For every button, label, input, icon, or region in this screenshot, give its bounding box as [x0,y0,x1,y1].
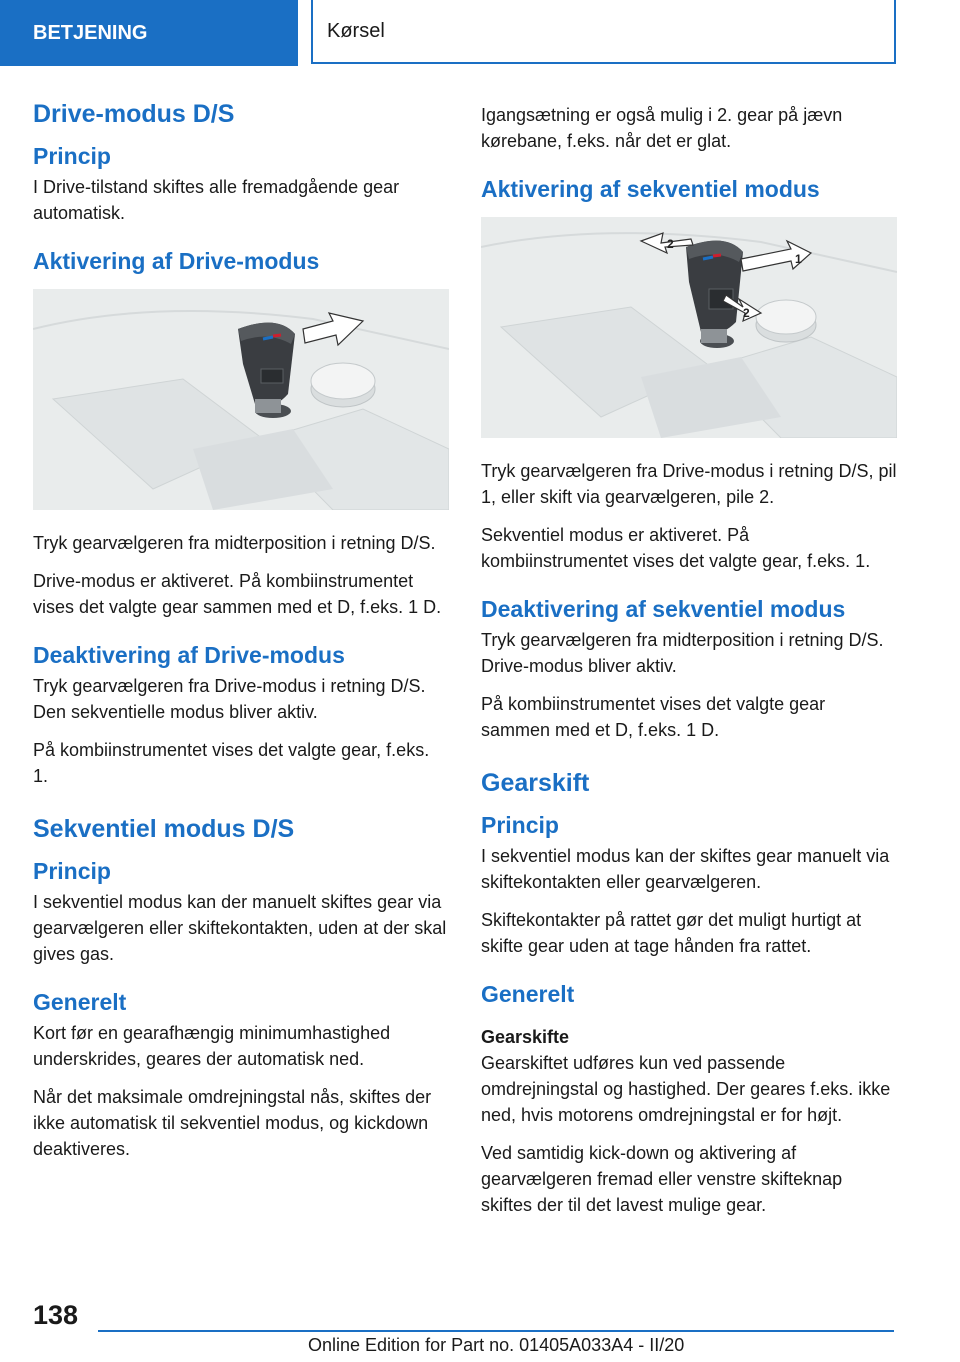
section-tab [0,0,298,66]
gear-selector-figure-sequential [481,217,897,438]
paragraph: Tryk gearvælgeren fra Drive-modus i retning D/S. Den sekventielle modus bliver aktiv. [33,676,426,722]
gear-selector-figure-drive [33,289,449,510]
heading-drive-mode: Drive-modus D/S [33,100,235,128]
right-column [481,100,897,1230]
heading-general: Generelt [33,989,127,1015]
footer-divider [98,1330,894,1332]
heading-activate-drive: Aktivering af Drive-modus [33,248,320,274]
section-title: BETJENING [33,21,148,44]
paragraph: Skiftekontakter på rattet gør det muligt hurtigt at skifte gear uden at tage hånden fra rattet. [481,910,862,956]
subheading-gear-shifting: Gearskifte [481,1027,570,1047]
heading-principle: Princip [481,812,559,838]
figure-label-2b: 2 [743,306,750,320]
paragraph: I sekventiel modus kan der skiftes gear manuelt via skiftekontakten eller gearvælgeren. [481,846,890,892]
paragraph: Drive-modus er aktiveret. På kombiinstrumentet vises det valgte gear sammen med et D, f.eks. 1 D. [33,571,442,617]
paragraph: I Drive-tilstand skiftes alle fremadgående gear automatisk. [33,177,400,223]
paragraph: Tryk gearvælgeren fra Drive-modus i retning D/S, pil 1, eller skift via gearvælgeren, pile 2. [481,461,897,507]
heading-deactivate-drive: Deaktivering af Drive-modus [33,642,345,668]
paragraph: Gearskiftet udføres kun ved passende omdrejningstal og hastighed. Der geares f.eks. ikke ned, hvis motorens omdrejningstal er for højt. [481,1053,891,1125]
chapter-header [311,0,896,64]
paragraph: Sekventiel modus er aktiveret. På kombiinstrumentet vises det valgte gear, f.eks. 1. [481,525,871,571]
paragraph: Tryk gearvælgeren fra midterposition i retning D/S. Drive-modus bliver aktiv. [481,630,884,676]
paragraph: Kort før en gearafhængig minimumhastighed underskrides, geares der automatisk ned. [33,1023,391,1069]
left-column [33,100,449,1174]
heading-principle: Princip [33,858,111,884]
heading-principle: Princip [33,143,111,169]
paragraph: Tryk gearvælgeren fra midterposition i retning D/S. [33,533,436,553]
heading-gear-shift: Gearskift [481,769,590,797]
paragraph: På kombiinstrumentet vises det valgte gear, f.eks. 1. [33,740,430,786]
page-number: 138 [33,1300,79,1330]
paragraph: På kombiinstrumentet vises det valgte gear sammen med et D, f.eks. 1 D. [481,694,826,740]
paragraph: I sekventiel modus kan der manuelt skiftes gear via gearvælgeren eller skiftekontakten, uden at der skal gives gas. [33,892,447,964]
heading-deactivate-sequential: Deaktivering af sekventiel modus [481,596,846,622]
figure-label-2: 2 [667,237,674,251]
heading-general: Generelt [481,981,575,1007]
figure-label-1: 1 [795,252,802,266]
paragraph: Igangsætning er også mulig i 2. gear på jævn kørebane, f.eks. når det er glat. [481,105,843,151]
heading-sequential-mode: Sekventiel modus D/S [33,815,295,843]
paragraph: Når det maksimale omdrejningstal nås, skiftes der ikke automatisk til sekventiel modus, og kickdown deaktiveres. [33,1087,432,1159]
paragraph: Ved samtidig kick-down og aktivering af gearvælgeren fremad eller venstre skifteknap skiftes der til det lavest mulige gear. [481,1143,843,1215]
heading-activate-sequential: Aktivering af sekventiel modus [481,176,820,202]
edition-footer: Online Edition for Part no. 01405A033A4 - II/20 [308,1335,685,1355]
chapter-title: Kørsel [327,19,385,42]
